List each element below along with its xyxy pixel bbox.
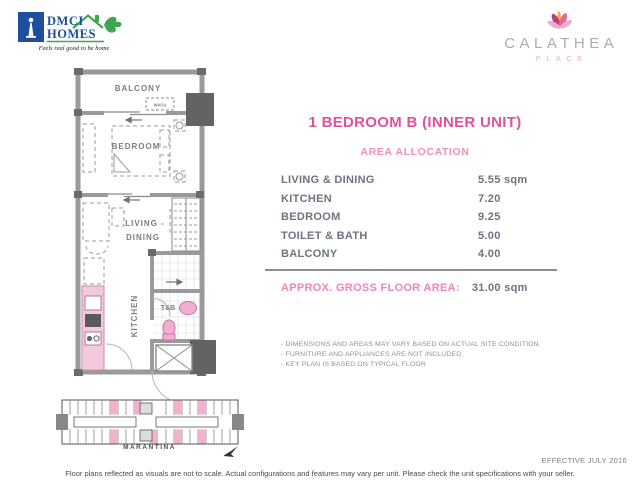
dmci-wordmark-line1: DMCI [47,14,84,28]
note-line: - DIMENSIONS AND AREAS MAY VARY BASED ON ACTUAL SITE CONDITION. [281,340,541,348]
area-table [263,171,567,264]
dmci-wordmark-line2: HOMES [47,27,97,41]
row-label: LIVING & DINING [281,174,375,186]
living-label-1: LIVING - [125,219,165,228]
row-value: 4.00 [478,248,501,260]
stair-core [232,414,244,430]
table-row [281,245,557,264]
row-value: 5.55 sqm [478,174,528,186]
row-value: 9.25 [478,211,501,223]
table-row [281,208,557,227]
disclaimer-text: Floor plans reflected as visuals are not to scale. Actual configurations and features may vary per unit. Please check the unit specifications with your seller. [65,469,575,478]
bed-fold [114,154,130,172]
ac-ledge-bottom [190,340,216,374]
stair-core [56,414,68,430]
calathea-subtitle: PLACE [535,54,588,63]
dmci-tagline: Feels real good to be home [38,45,110,52]
calathea-place-logo [490,4,628,63]
table-divider [265,269,557,271]
living-label-2: DINING [126,233,160,242]
bedroom-label: BEDROOM [111,142,161,151]
dmci-tower-icon [18,12,44,42]
unit-title: 1 BEDROOM B (INNER UNIT) [308,114,522,131]
tile-grid [154,255,200,341]
kitchen-counter [82,286,104,370]
gross-label: APPROX. GROSS FLOOR AREA: [281,281,460,294]
wacu-label: WACU [153,102,167,108]
calathea-flower-icon [539,4,579,29]
row-label: BALCONY [281,248,338,260]
row-label: KITCHEN [281,192,332,205]
row-label: BEDROOM [281,211,341,223]
effective-date: EFFECTIVE JULY 2016 [541,456,627,465]
ac-ledge-top [186,93,214,126]
row-value: 7.20 [478,192,501,205]
bedroom-furniture [83,120,185,232]
row-label: TOILET & BATH [281,229,368,242]
living-furniture [83,203,124,284]
note-line: - FURNITURE AND APPLIANCES ARE NOT INCLUDED. [281,350,464,358]
floor-plan [50,58,250,403]
table-row [281,227,557,246]
wardrobe [172,198,200,251]
lamp-icon [176,122,183,129]
table-row [281,190,557,209]
tb-label: T&B [160,305,176,312]
gross-value: 31.00 sqm [471,281,528,294]
area-allocation-heading: AREA ALLOCATION [360,146,470,158]
gross-floor-area-row [263,282,567,294]
table-row [281,171,557,190]
dmci-homes-logo [18,12,130,46]
kitchen-label: KITCHEN [130,294,139,338]
shaft [156,345,192,371]
calathea-wordmark: CALATHEA [504,35,619,52]
sliding-door [104,112,166,197]
row-value: 5.00 [478,229,501,242]
notes [263,340,567,370]
tree-icon [104,17,122,33]
unit-info-panel [263,114,567,370]
note-line: - KEY PLAN IS BASED ON TYPICAL FLOOR [281,360,426,368]
lamp-icon [176,173,183,180]
balcony-label: BALCONY [114,84,162,93]
keyplan-building-label: MARANTINA [123,444,176,451]
lavatory-icon [180,302,197,315]
